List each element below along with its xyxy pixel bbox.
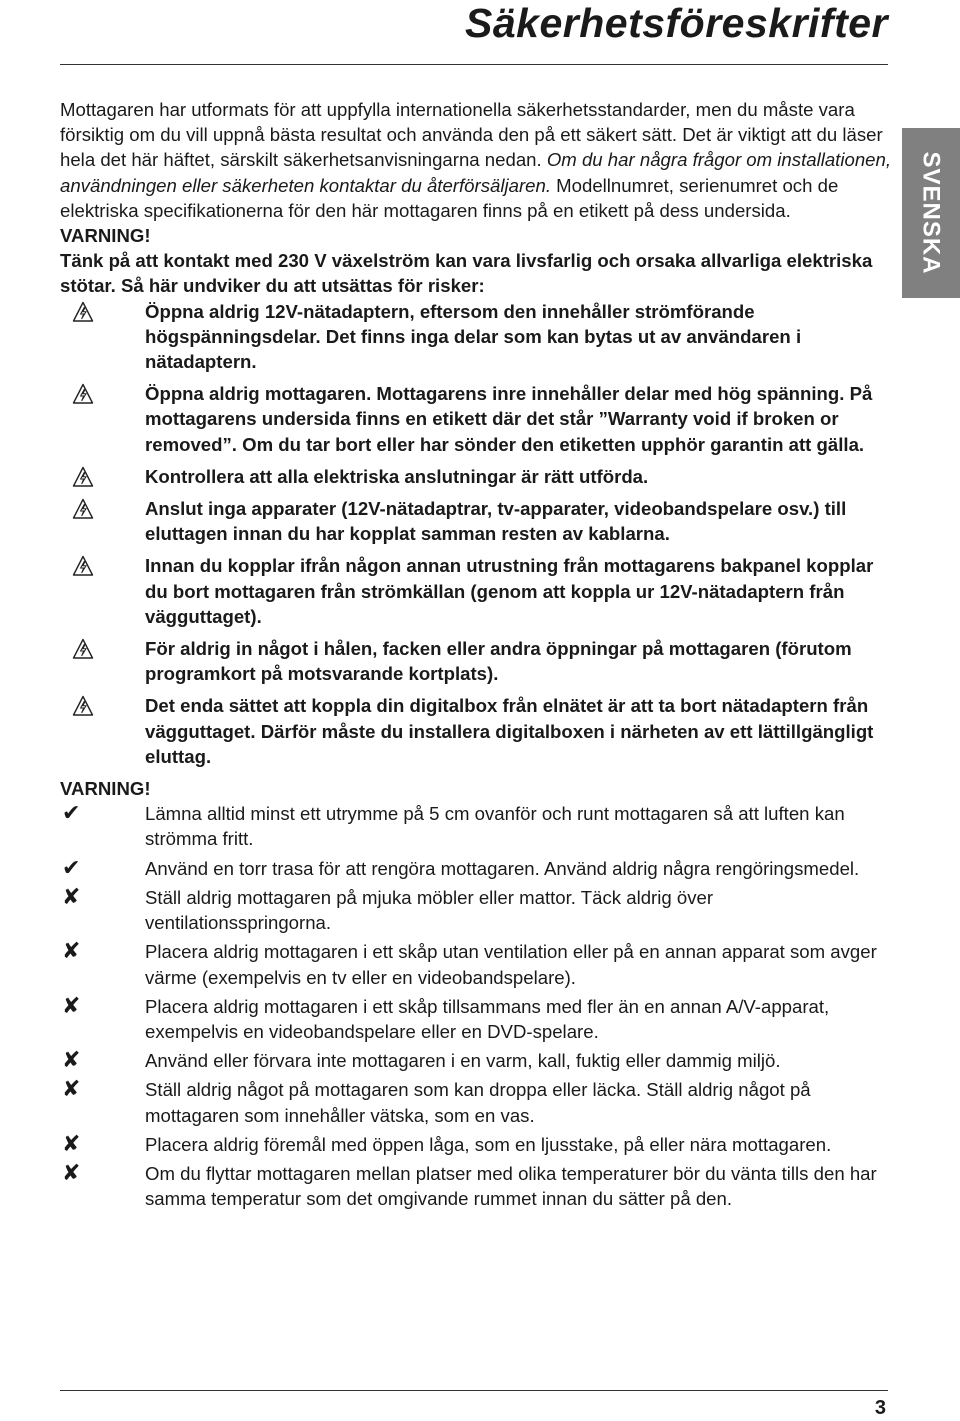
hazard-item-text: Det enda sättet att koppla din digitalbox från elnätet är att ta bort nätadaptern från vägguttaget. Därför måste du installera digitalboxen i närheten av ett lättillgängligt eluttag. xyxy=(145,695,874,767)
care-item xyxy=(60,1132,892,1157)
hazard-item-text: För aldrig in något i hålen, facken eller andra öppningar på mottagaren (förutom programkort på motsvarande kortplats). xyxy=(145,638,852,685)
page-title: Säkerhetsföreskrifter xyxy=(465,0,888,46)
electric-hazard-icon xyxy=(72,466,94,488)
warning-heading-1: VARNING! xyxy=(60,225,151,247)
hazard-item xyxy=(60,381,892,457)
cross-icon: ✘ xyxy=(62,938,81,964)
hazard-item xyxy=(60,496,892,546)
electric-hazard-icon xyxy=(72,383,94,405)
care-item-text: Ställ aldrig något på mottagaren som kan droppa eller läcka. Ställ aldrig något på mottagaren som innehåller vätska, som en vas. xyxy=(145,1079,811,1126)
cross-icon: ✘ xyxy=(62,1130,81,1156)
care-item-text: Använd eller förvara inte mottagaren i en varm, kall, fuktig eller dammig miljö. xyxy=(145,1050,781,1072)
care-item xyxy=(60,939,892,989)
care-item xyxy=(60,1048,892,1073)
care-item xyxy=(60,801,892,851)
hazard-item xyxy=(60,464,892,489)
hazard-item-text: Innan du kopplar ifrån någon annan utrustning från mottagarens bakpanel kopplar du bort mottagaren från strömkällan (genom att koppla ur 12V-nätadaptern från vägguttaget). xyxy=(145,555,874,627)
care-item xyxy=(60,1161,892,1211)
main-content xyxy=(60,97,892,1215)
hazard-list xyxy=(60,299,892,769)
care-item xyxy=(60,994,892,1044)
care-item-text: Lämna alltid minst ett utrymme på 5 cm ovanför och runt mottagaren så att luften kan strömma fritt. xyxy=(145,803,845,850)
warning-heading-2: VARNING! xyxy=(60,778,151,800)
hazard-item-text: Kontrollera att alla elektriska anslutningar är rätt utförda. xyxy=(145,465,649,487)
care-item xyxy=(60,1077,892,1127)
cross-icon: ✘ xyxy=(62,1076,81,1102)
cross-icon: ✘ xyxy=(62,1047,81,1073)
electric-hazard-icon xyxy=(72,638,94,660)
cross-icon: ✘ xyxy=(62,883,81,909)
page-number: 3 xyxy=(874,1397,886,1419)
check-icon: ✔ xyxy=(62,854,81,880)
hazard-item xyxy=(60,636,892,686)
hazard-item-text: Öppna aldrig mottagaren. Mottagarens inre innehåller delar med hög spänning. På mottagarens undersida finns en etikett där det står ”Warranty void if broken or removed”. Om du tar bort eller har sönder den etiketten upphör garantin att gälla. xyxy=(145,383,873,455)
footer-divider xyxy=(60,1390,888,1391)
hazard-item-text: Öppna aldrig 12V-nätadaptern, eftersom den innehåller strömförande högspänningsdelar. Det finns inga delar som kan bytas ut av användaren i nätadaptern. xyxy=(145,300,802,373)
care-item-text: Om du flyttar mottagaren mellan platser med olika temperaturer bör du vänta tills den har samma temperatur som det omgivande rummet innan du sätter på den. xyxy=(145,1162,877,1210)
cross-icon: ✘ xyxy=(62,1159,81,1185)
hazard-item xyxy=(60,693,892,769)
electric-hazard-icon xyxy=(72,498,94,520)
warning-text: Tänk på att kontakt med 230 V växelström kan vara livsfarlig och orsaka allvarliga elektriska stötar. Så här undviker du att utsättas för risker: xyxy=(60,250,873,297)
care-list xyxy=(60,801,892,1211)
intro-text-1: Mottagaren har utformats för att uppfylla internationella säkerhetsstandarder, men du måste vara försiktig om du vill uppnå bästa resultat och använda den på ett säkert sätt. Det är viktigt att du läser hela det här häftet, särskilt säkerhetsanvisningarna nedan. xyxy=(60,99,883,171)
cross-icon: ✘ xyxy=(62,992,81,1018)
care-item-text: Ställ aldrig mottagaren på mjuka möbler eller mattor. Täck aldrig över ventilationsspringorna. xyxy=(145,886,714,934)
language-tab-label: SVENSKA xyxy=(918,151,945,275)
care-item-text: Placera aldrig mottagaren i ett skåp utan ventilation eller på en annan apparat som avger värme (exempelvis en tv eller en videobandspelare). xyxy=(145,941,877,988)
intro-text-3: Modellnumret, serienumret och de elektriska specifikationerna för den här mottagaren finns på en etikett på dess undersida. xyxy=(60,174,839,221)
care-item xyxy=(60,856,892,881)
electric-hazard-icon xyxy=(72,301,94,323)
header-divider xyxy=(60,64,888,65)
care-item xyxy=(60,885,892,935)
check-icon: ✔ xyxy=(62,800,81,826)
care-item-text: Placera aldrig mottagaren i ett skåp tillsammans med fler än en annan A/V-apparat, exempelvis en videobandspelare eller en DVD-spelare. xyxy=(145,995,830,1042)
intro-text-2: Om du har några frågor om installationen, användningen eller säkerheten kontaktar du återförsäljaren. xyxy=(60,149,892,196)
hazard-item xyxy=(60,299,892,375)
hazard-item xyxy=(60,553,892,629)
language-tab xyxy=(902,128,960,298)
care-item-text: Använd en torr trasa för att rengöra mottagaren. Använd aldrig några rengöringsmedel. xyxy=(145,857,860,879)
electric-hazard-icon xyxy=(72,695,94,717)
care-item-text: Placera aldrig föremål med öppen låga, som en ljusstake, på eller nära mottagaren. xyxy=(145,1133,832,1155)
intro-paragraph xyxy=(60,97,892,223)
hazard-item-text: Anslut inga apparater (12V-nätadaptrar, tv-apparater, videobandspelare osv.) till eluttagen innan du har kopplat samman resten av kablarna. xyxy=(145,498,847,545)
electric-hazard-icon xyxy=(72,555,94,577)
